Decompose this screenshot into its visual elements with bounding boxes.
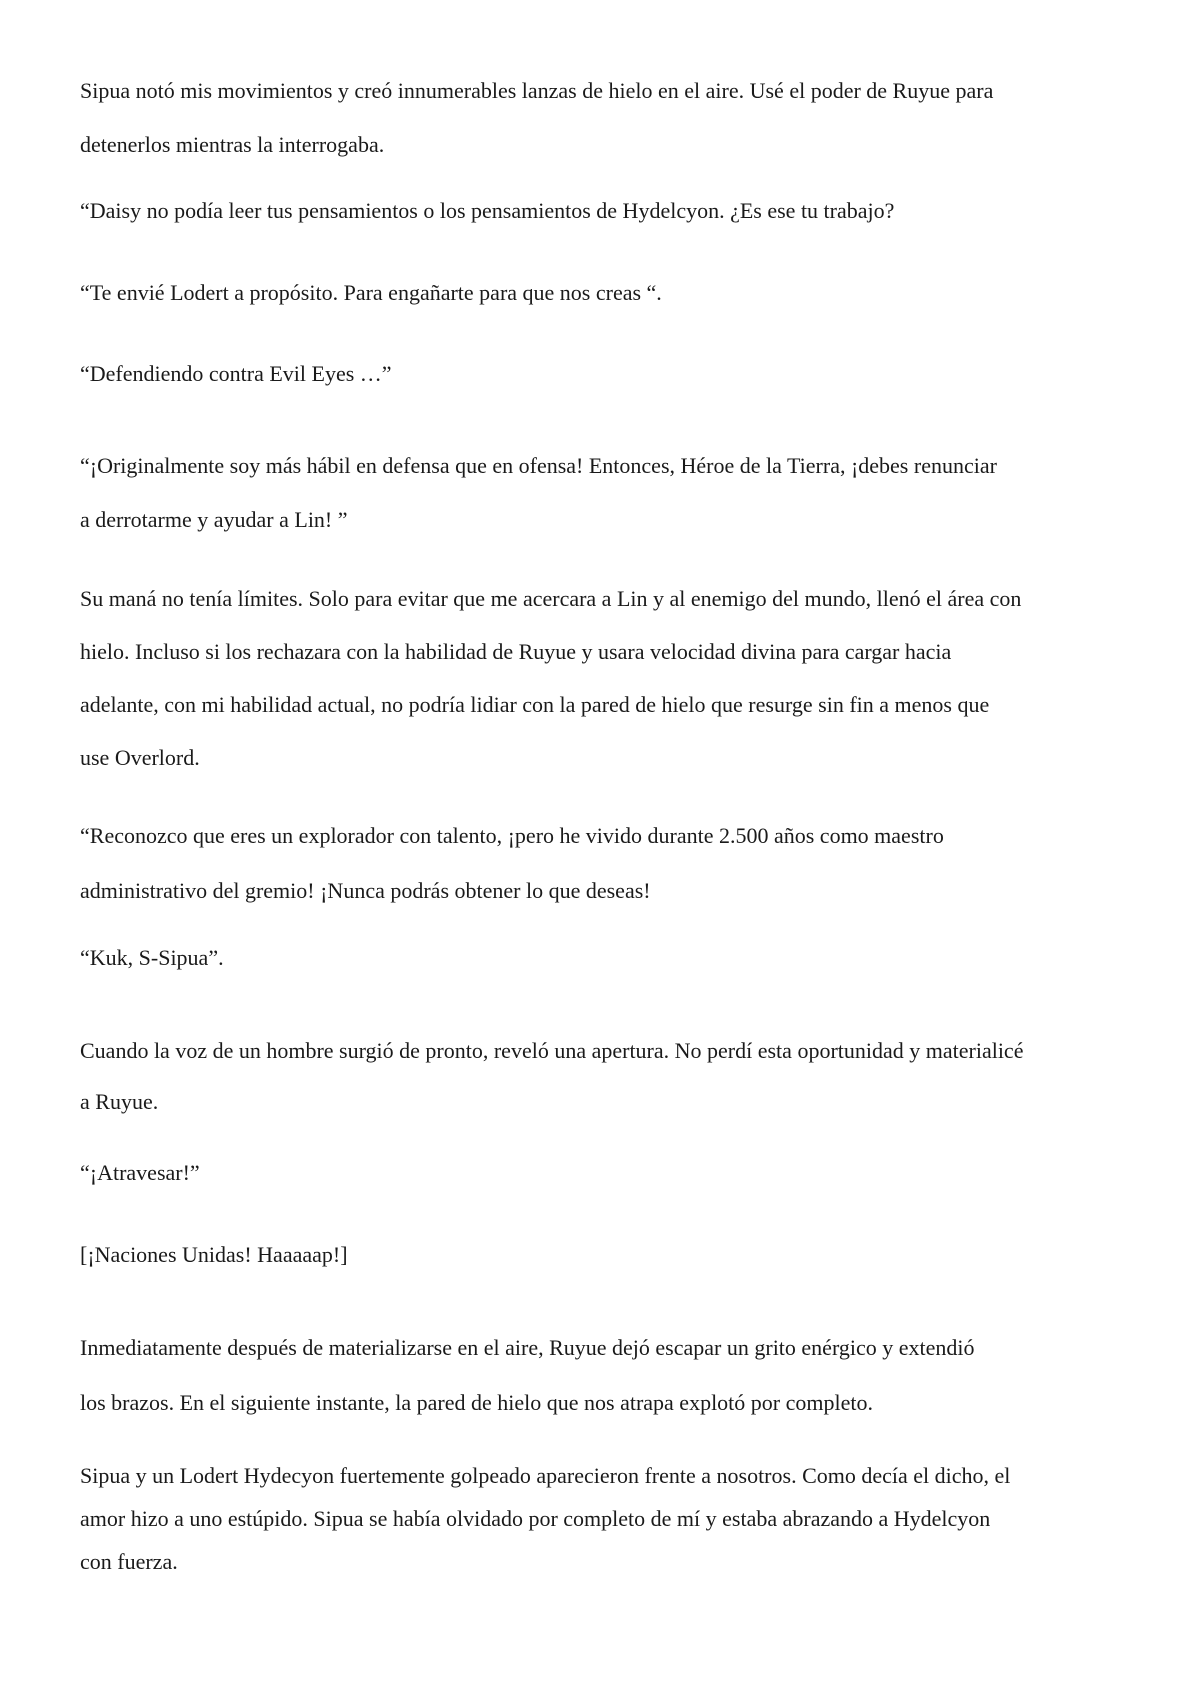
paragraph-9: [80, 1025, 1130, 1127]
paragraph-2: [80, 195, 1130, 227]
text-line: amor hizo a uno estúpido. Sipua se había olvidado por completo de mí y estaba abrazando a Hydelcyon: [80, 1506, 991, 1531]
paragraph-5: [80, 439, 1130, 547]
text-line: adelante, con mi habilidad actual, no podría lidiar con la pared de hielo que resurge sin fin a menos que: [80, 692, 990, 717]
text-line: a derrotarme y ayudar a Lin! ”: [80, 507, 348, 532]
text-line: “Reconozco que eres un explorador con talento, ¡pero he vivido durante 2.500 años como maestro: [80, 823, 944, 848]
text-line: con fuerza.: [80, 1549, 178, 1574]
paragraph-4: [80, 358, 1130, 390]
text-line: Su maná no tenía límites. Solo para evitar que me acercara a Lin y al enemigo del mundo, llenó el área con: [80, 586, 1022, 611]
text-line: Sipua y un Lodert Hydecyon fuertemente golpeado aparecieron frente a nosotros. Como decía el dicho, el: [80, 1463, 1011, 1488]
paragraph-6: [80, 572, 1130, 784]
paragraph-8: [80, 942, 1130, 974]
text-line: detenerlos mientras la interrogaba.: [80, 132, 385, 157]
paragraph-7: [80, 808, 1130, 918]
text-line: “Defendiendo contra Evil Eyes …”: [80, 361, 392, 386]
text-line: “¡Atravesar!”: [80, 1160, 200, 1185]
paragraph-12: [80, 1320, 1130, 1430]
text-line: Sipua notó mis movimientos y creó innumerables lanzas de hielo en el aire. Usé el poder de Ruyue para: [80, 78, 994, 103]
text-line: “Kuk, S-Sipua”.: [80, 945, 224, 970]
text-line: los brazos. En el siguiente instante, la pared de hielo que nos atrapa explotó por completo.: [80, 1390, 873, 1415]
paragraph-10: [80, 1157, 1130, 1189]
paragraph-1: [80, 64, 1130, 172]
paragraph-3: [80, 277, 1130, 309]
text-line: “Daisy no podía leer tus pensamientos o los pensamientos de Hydelcyon. ¿Es ese tu trabajo?: [80, 198, 895, 223]
text-line: Cuando la voz de un hombre surgió de pronto, reveló una apertura. No perdí esta oportunidad y materialicé: [80, 1038, 1024, 1063]
text-line: “Te envié Lodert a propósito. Para engañarte para que nos creas “.: [80, 280, 662, 305]
text-line: “¡Originalmente soy más hábil en defensa que en ofensa! Entonces, Héroe de la Tierra, ¡debes renunciar: [80, 453, 997, 478]
text-line: hielo. Incluso si los rechazara con la habilidad de Ruyue y usara velocidad divina para cargar hacia: [80, 639, 952, 664]
text-line: [¡Naciones Unidas! Haaaaap!]: [80, 1242, 348, 1267]
text-line: a Ruyue.: [80, 1089, 159, 1114]
text-line: Inmediatamente después de materializarse en el aire, Ruyue dejó escapar un grito enérgico y extendió: [80, 1335, 975, 1360]
text-line: use Overlord.: [80, 745, 200, 770]
paragraph-13: [80, 1454, 1130, 1583]
text-line: administrativo del gremio! ¡Nunca podrás obtener lo que deseas!: [80, 878, 651, 903]
paragraph-11: [80, 1239, 1130, 1271]
